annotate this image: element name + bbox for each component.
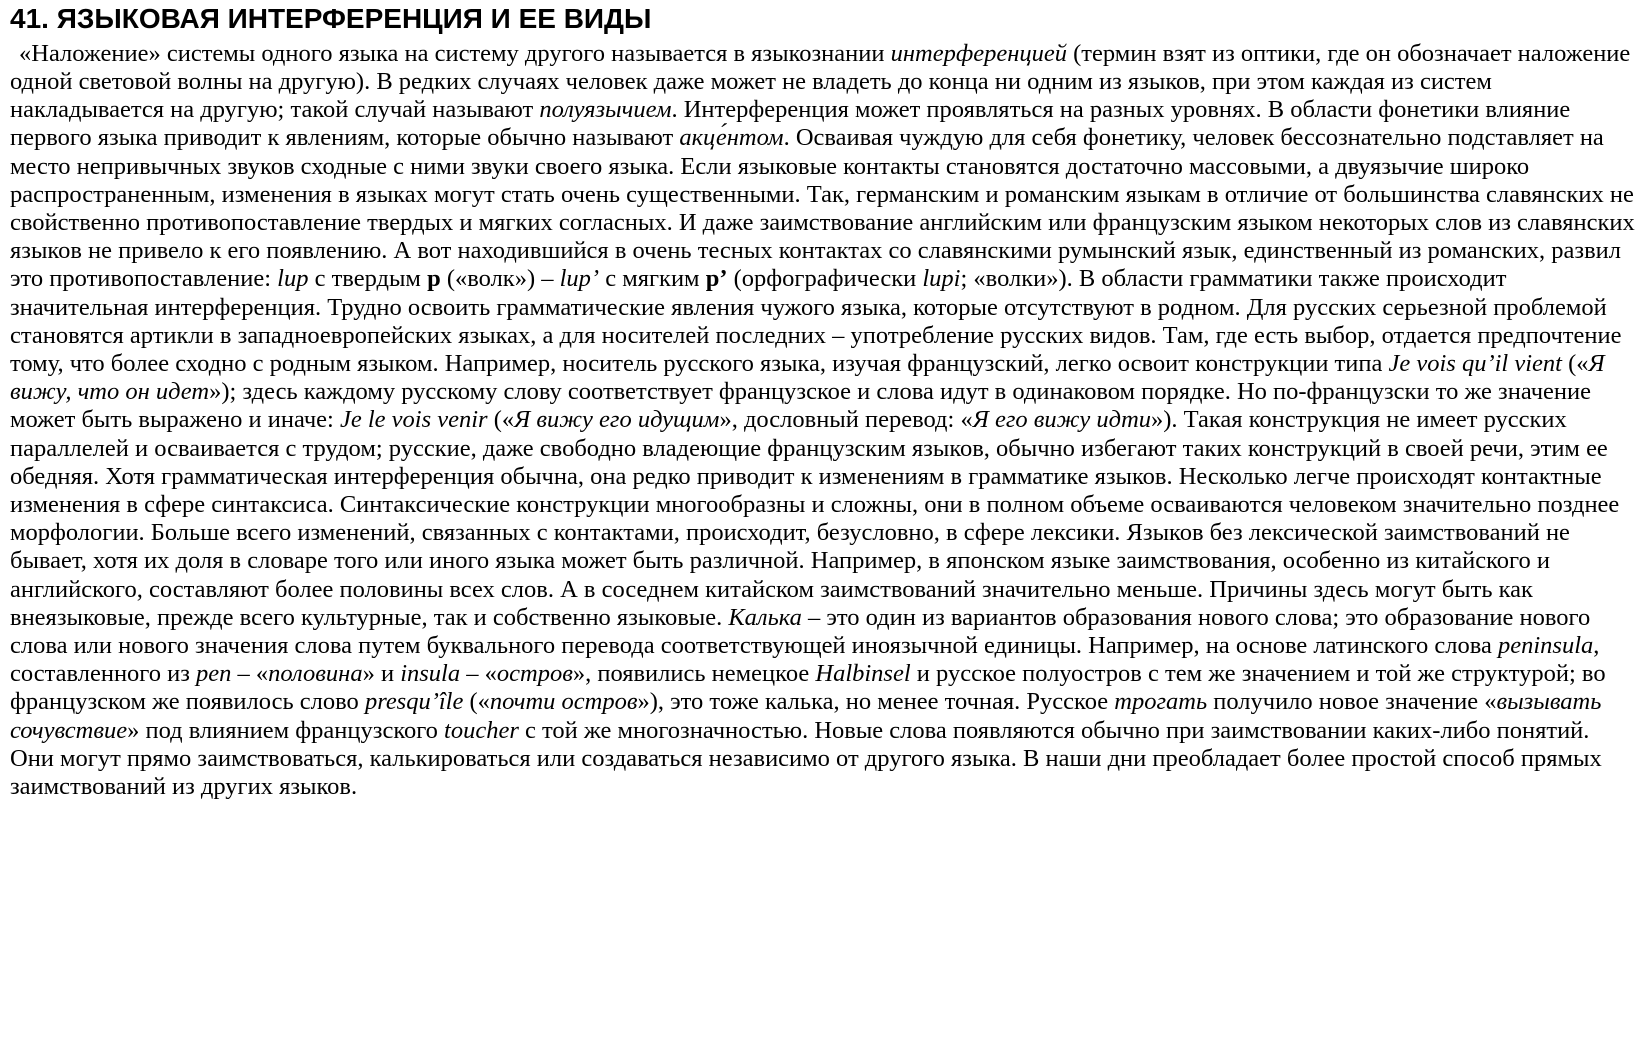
text-run: ; «волки»). В области грамматики также происходит значительная интерференция. Трудно освоить грамматические явления чужого языка, которые отсутствуют в родном. Для русских серьезной проблемой становятся артикли в западноевропейских языках, а для носителей последних – употребление русских видов. Там, где есть выбор, отдается предпочтение тому, что более сходно с родным языком. Например, носитель русского языка, изучая французский, легко освоит конструкции типа <box>10 265 1622 378</box>
text-run: (« <box>487 406 515 434</box>
text-run: »); здесь каждому русскому слову соответствует французское и слова идут в одинаковом порядке. Но по-французски то же значение может быть выражено и иначе: <box>10 378 1592 434</box>
text-run: «Наложение» системы одного языка на систему другого называется в языкознании <box>19 39 891 67</box>
text-run: presqu’île <box>364 688 464 716</box>
text-run: peninsula <box>1498 632 1594 660</box>
text-run: с мягким <box>599 265 706 293</box>
text-run: Halbinsel <box>815 660 911 688</box>
text-run: insula <box>400 660 461 688</box>
text-run: (« <box>1561 350 1589 378</box>
text-run: lup <box>277 265 309 293</box>
text-run: с твердым <box>308 265 428 293</box>
text-run: Я вижу его идущим <box>514 406 720 434</box>
text-run: »). Такая конструкция не имеет русских параллелей и осваивается с трудом; русские, даже свободно владеющие французским языков, обычно избегают таких конструкций в своей речи, этим ее обедняя. Хотя грамматическая интерференция обычна, она редко приводит к изменениям в грамматике языков. Несколько легче происходят контактные изменения в сфере синтаксиса. Синтаксические конструкции многообразны и сложны, они в полном объеме осваиваются человеком значительно позднее морфологии. Больше всего изменений, связанных с контактами, происходит, безусловно, в сфере лексики. Языков без лексической заимствований не бывает, хотя их доля в словаре того или иного языка может быть различной. Например, в японском языке заимствования, особенно из китайского и английского, составляют более половины всех слов. А в соседнем китайском заимствований значительно меньше. Причины здесь могут быть как внеязыковые, прежде всего культурные, так и собственно языковые. <box>10 406 1620 631</box>
text-run: – « <box>231 660 269 688</box>
text-run: полуязычием <box>539 96 672 124</box>
text-run: . Осваивая чуждую для себя фонетику, человек бессознательно подставляет на место непривычных звуков сходные с ними звуки своего языка. Если языковые контакты становятся достаточно массовыми, а двуязычие широко распространенным, изменения в языках могут стать очень существенными. Так, германским и романским языкам в отличие от большинства славянских не свойственно противопоставление твердых и мягких согласных. И даже заимствование английским или французским языком некоторых слов из славянских языков не привело к его появлению. А вот находившийся в очень тесных контактах со славянскими румынский язык, единственный из романских, развил это противопоставление: <box>10 124 1635 293</box>
text-run: («волк») – <box>440 265 560 293</box>
text-run: вызывать сочувствие <box>10 688 1602 744</box>
text-run: pen <box>196 660 232 688</box>
text-run: », появились немецкое <box>572 660 816 688</box>
text-run: р’ <box>705 265 728 293</box>
body-paragraph <box>10 40 1636 801</box>
text-run: остров <box>496 660 573 688</box>
text-run: » и <box>362 660 401 688</box>
text-run: Я вижу, что он идет <box>10 350 1605 406</box>
text-run: – « <box>460 660 497 688</box>
text-run: lupi <box>922 265 961 293</box>
text-run: . Интерференция может проявляться на разных уровнях. В области фонетики влияние первого языка приводит к явлениям, которые обычно называют <box>10 96 1571 152</box>
text-run: , составленного из <box>10 632 1600 688</box>
text-run: почти остров <box>489 688 638 716</box>
text-run: », дословный перевод: « <box>719 406 973 434</box>
text-run: (термин взят из оптики, где он обозначает наложение одной световой волны на другую). В редких случаях человек даже может не владеть до конца ни одним из языков, при этом каждая из систем накладывается на другую; такой случай называют <box>10 39 1631 124</box>
text-run: половина <box>268 660 363 688</box>
text-run: и русское полуостров с тем же значением и той же структурой; во французском же появилось слово <box>10 660 1606 716</box>
text-run: Я его вижу идти <box>972 406 1152 434</box>
text-run: toucher <box>444 716 519 744</box>
text-run: – это один из вариантов образования нового слова; это образование нового слова или нового значения слова путем буквального перевода соответствующей иноязычной единицы. Например, на основе латинского слова <box>10 603 1591 660</box>
text-run: » под влиянием французского <box>127 716 445 744</box>
text-run: lup’ <box>559 265 600 293</box>
page-title: 41. ЯЗЫКОВАЯ ИНТЕРФЕРЕНЦИЯ И ЕЕ ВИДЫ <box>10 3 652 34</box>
text-run: получило новое значение « <box>1207 688 1497 716</box>
text-run: »), это тоже калька, но менее точная. Русское <box>637 688 1115 716</box>
text-run: Je vois qu’il vient <box>1388 350 1562 378</box>
text-run: интерференцией <box>890 39 1068 67</box>
text-run: акце́нтом <box>679 124 784 152</box>
text-run: Je le vois venir <box>339 406 488 434</box>
text-run: (« <box>463 688 490 716</box>
text-run: р <box>427 265 441 293</box>
text-run: Калька <box>728 603 802 631</box>
text-run: с той же многозначностью. Новые слова появляются обычно при заимствовании каких-либо понятий. Они могут прямо заимствоваться, калькироваться или создаваться независимо от другого языка. В наши дни преобладает более простой способ прямых заимствований из других языков. <box>10 716 1602 801</box>
text-run: трогать <box>1114 688 1208 716</box>
text-run: (орфографически <box>727 265 923 293</box>
